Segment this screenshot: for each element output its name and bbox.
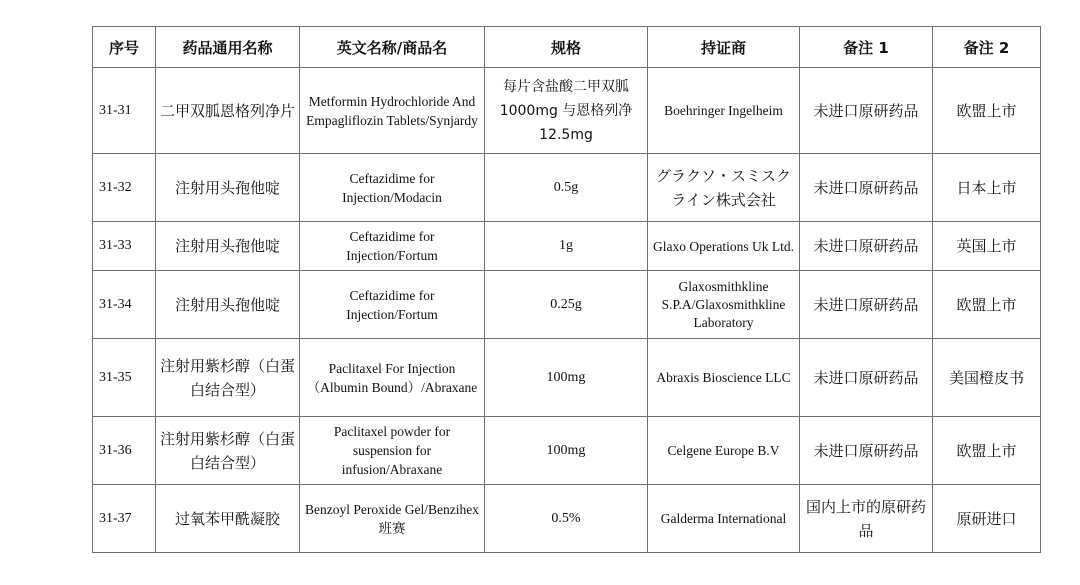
specification-cell: 100mg bbox=[485, 417, 648, 485]
note-2-cell: 欧盟上市 bbox=[933, 417, 1041, 485]
note-1-cell: 未进口原研药品 bbox=[800, 154, 933, 222]
specification-cell: 每片含盐酸二甲双胍1000mg 与恩格列净12.5mg bbox=[485, 68, 648, 154]
serial-no-cell: 31-33 bbox=[93, 222, 156, 271]
generic-name-cell: 注射用紫杉醇（白蛋白结合型） bbox=[156, 339, 300, 417]
english-name-cell: Ceftazidime for Injection/Fortum bbox=[300, 271, 485, 339]
table-row bbox=[93, 68, 1041, 154]
note-2-cell: 英国上市 bbox=[933, 222, 1041, 271]
table-row bbox=[93, 271, 1041, 339]
specification-cell: 1g bbox=[485, 222, 648, 271]
header-english-name: 英文名称/商品名 bbox=[300, 27, 485, 68]
header-note-1: 备注 1 bbox=[800, 27, 933, 68]
note-1-cell: 国内上市的原研药品 bbox=[800, 485, 933, 553]
header-serial-no: 序号 bbox=[93, 27, 156, 68]
generic-name-cell: 注射用头孢他啶 bbox=[156, 271, 300, 339]
note-2-cell: 欧盟上市 bbox=[933, 271, 1041, 339]
table-row bbox=[93, 154, 1041, 222]
license-holder-cell: Abraxis Bioscience LLC bbox=[648, 339, 800, 417]
serial-no-cell: 31-32 bbox=[93, 154, 156, 222]
specification-cell: 0.5% bbox=[485, 485, 648, 553]
serial-no-cell: 31-37 bbox=[93, 485, 156, 553]
license-holder-cell: Celgene Europe B.V bbox=[648, 417, 800, 485]
note-1-cell: 未进口原研药品 bbox=[800, 339, 933, 417]
note-2-cell: 原研进口 bbox=[933, 485, 1041, 553]
note-1-cell: 未进口原研药品 bbox=[800, 271, 933, 339]
generic-name-cell: 注射用紫杉醇（白蛋白结合型） bbox=[156, 417, 300, 485]
specification-cell: 100mg bbox=[485, 339, 648, 417]
header-note-2: 备注 2 bbox=[933, 27, 1041, 68]
generic-name-cell: 二甲双胍恩格列净片 bbox=[156, 68, 300, 154]
license-holder-cell: Glaxosmithkline S.P.A/Glaxosmithkline Laboratory bbox=[648, 271, 800, 339]
table-row bbox=[93, 417, 1041, 485]
serial-no-cell: 31-35 bbox=[93, 339, 156, 417]
specification-cell: 0.5g bbox=[485, 154, 648, 222]
header-license-holder: 持证商 bbox=[648, 27, 800, 68]
generic-name-cell: 注射用头孢他啶 bbox=[156, 154, 300, 222]
serial-no-cell: 31-36 bbox=[93, 417, 156, 485]
serial-no-cell: 31-31 bbox=[93, 68, 156, 154]
table-row bbox=[93, 339, 1041, 417]
drug-list-table bbox=[92, 26, 1041, 553]
english-name-cell: Paclitaxel powder for suspension for infusion/Abraxane bbox=[300, 417, 485, 485]
english-name-cell: Benzoyl Peroxide Gel/Benzihex 班赛 bbox=[300, 485, 485, 553]
table-header-row bbox=[93, 27, 1041, 68]
generic-name-cell: 过氧苯甲酰凝胶 bbox=[156, 485, 300, 553]
english-name-cell: Ceftazidime for Injection/Modacin bbox=[300, 154, 485, 222]
license-holder-cell: Boehringer Ingelheim bbox=[648, 68, 800, 154]
note-1-cell: 未进口原研药品 bbox=[800, 222, 933, 271]
table-row bbox=[93, 222, 1041, 271]
license-holder-cell: Galderma International bbox=[648, 485, 800, 553]
english-name-cell: Metformin Hydrochloride And Empagliflozin Tablets/Synjardy bbox=[300, 68, 485, 154]
header-specification: 规格 bbox=[485, 27, 648, 68]
note-1-cell: 未进口原研药品 bbox=[800, 68, 933, 154]
note-1-cell: 未进口原研药品 bbox=[800, 417, 933, 485]
header-generic-name: 药品通用名称 bbox=[156, 27, 300, 68]
note-2-cell: 美国橙皮书 bbox=[933, 339, 1041, 417]
specification-cell: 0.25g bbox=[485, 271, 648, 339]
english-name-cell: Paclitaxel For Injection（Albumin Bound）/Abraxane bbox=[300, 339, 485, 417]
license-holder-cell: Glaxo Operations Uk Ltd. bbox=[648, 222, 800, 271]
table-row bbox=[93, 485, 1041, 553]
english-name-cell: Ceftazidime for Injection/Fortum bbox=[300, 222, 485, 271]
note-2-cell: 日本上市 bbox=[933, 154, 1041, 222]
license-holder-cell: グラクソ・スミスクライン株式会社 bbox=[648, 154, 800, 222]
generic-name-cell: 注射用头孢他啶 bbox=[156, 222, 300, 271]
serial-no-cell: 31-34 bbox=[93, 271, 156, 339]
note-2-cell: 欧盟上市 bbox=[933, 68, 1041, 154]
